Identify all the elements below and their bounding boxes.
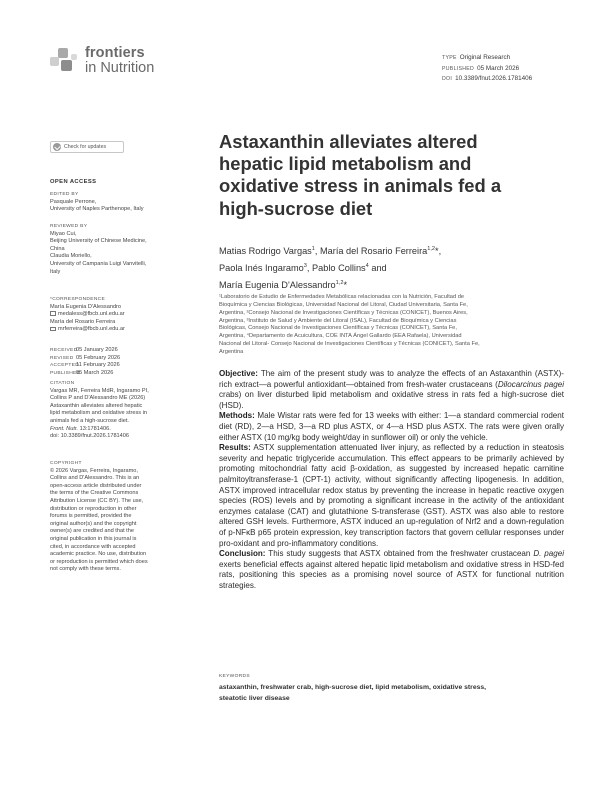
date-accepted: ACCEPTED11 February 2026	[50, 362, 120, 369]
affiliation-line: Argentina, ³Instituto de Salud y Ambiente del Litoral (ISAL), Facultad de Bioquímica y Ciencias	[219, 317, 457, 324]
copyright-heading: COPYRIGHT	[50, 461, 82, 466]
copyright-line: forums is permitted, provided the	[50, 513, 132, 520]
edited-by-heading: EDITED BY	[50, 192, 79, 197]
citation-section	[50, 380, 168, 441]
copyright-line: academic practice. No use, distribution	[50, 551, 147, 558]
affiliation-line: Biológicas, Consejo Nacional de Investigaciones Científicas y Técnicas (CONICET), Santa Fe,	[219, 325, 457, 332]
date-received: RECEIVED05 January 2026	[50, 347, 118, 353]
title-line: oxidative stress in animals fed a	[219, 175, 502, 197]
abstract-conclusion: Conclusion: This study suggests that ASTX obtained from the freshwater crustacean D. pagei exerts beneficial effects against altered hepatic lipid metabolism and oxidative stress in HSD-fed rats, positioning this species as a promising novel source of ASTX for functional nutrition strategies.	[219, 549, 564, 590]
citation-line: Vargas MR, Ferreira MdR, Ingaramo PI,	[50, 387, 149, 394]
citation-heading: CITATION	[50, 381, 75, 386]
reviewer-line: Claudia Moriello,	[50, 253, 92, 260]
check-circle-icon	[53, 143, 61, 151]
affiliation-line: Bioquímica y Ciencias Biológicas, Universidad Nacional del Litoral, Ciudad Universitaria, Santa Fe,	[219, 301, 468, 308]
copyright-line: Attribution License (CC BY). The use,	[50, 497, 144, 504]
frontiers-logo-icon	[50, 48, 78, 74]
reviewer-line: Miyao Cui,	[50, 230, 77, 237]
abstract-methods: Methods: Male Wistar rats were fed for 13 weeks with either: 1—a standard commercial rodent diet (RD), 2—a HSD, 3—a RD plus ASTX, or 4—a HSD plus ASTX. The rats were given orally either ASTX (10 mg/kg body weight/day in sunflower oil) or only the vehicle.	[219, 411, 564, 442]
reviewer-line: Italy	[50, 268, 61, 275]
article-type: TYPE Original Research	[442, 54, 511, 61]
open-access-label: OPEN ACCESS	[50, 179, 97, 185]
copyright-line: original publication in this journal is	[50, 535, 137, 542]
copyright-line: Collins and D'Alessandro. This is an	[50, 475, 140, 482]
correspondence-section	[50, 296, 168, 334]
citation-journal-line: Front. Nutr. 13:1781406.	[50, 425, 111, 432]
editor-line: Pasquale Perrone,	[50, 198, 97, 205]
citation-line: Collins P and D'Alessandro ME (2026)	[50, 395, 146, 402]
citation-doi[interactable]: doi: 10.3389/fnut.2026.1781406	[50, 433, 130, 440]
citation-line: Astaxanthin alleviates altered hepatic	[50, 402, 143, 409]
dates-section	[50, 347, 168, 377]
reviewer-line: China	[50, 245, 65, 252]
reviewer-line: Beijing University of Chinese Medicine,	[50, 238, 147, 245]
copyright-line: cited, in accordance with accepted	[50, 543, 136, 550]
email-icon	[50, 327, 56, 332]
edited-by-section	[50, 191, 168, 214]
corresponding-author-name: María Eugenia D'Alessandro	[50, 303, 122, 310]
corresponding-author-name: María del Rosario Ferreira	[50, 318, 116, 325]
journal-logo	[50, 46, 154, 76]
correspondence-heading: *CORRESPONDENCE	[50, 297, 106, 302]
citation-line: lipid metabolism and oxidative stress in	[50, 410, 148, 417]
corresponding-author-email[interactable]: mrferreira@fbcb.unl.edu.ar	[58, 326, 125, 333]
title-line: hepatic lipid metabolism and	[219, 153, 472, 175]
affiliation-line: Argentina, ⁴Departamento de Acuicultura, COE INTA Ángel Gallardo (EEA Rafaela), Universidad	[219, 333, 462, 340]
date-published: PUBLISHED05 March 2026	[50, 369, 114, 376]
copyright-section	[50, 460, 168, 574]
corresponding-author-email[interactable]: medaless@fbcb.unl.edu.ar	[58, 311, 125, 318]
article-meta	[442, 53, 532, 85]
author-name[interactable]: Pablo Collins	[312, 263, 366, 274]
author-name[interactable]: María del Rosario Ferreira	[320, 246, 428, 256]
article-title	[219, 131, 564, 220]
affiliations	[219, 294, 563, 357]
copyright-line: not comply with these terms.	[50, 566, 121, 573]
title-line: high-sucrose diet	[219, 197, 373, 219]
keywords	[219, 683, 564, 704]
copyright-line: or reproduction is permitted which does	[50, 558, 148, 565]
citation-line: animals fed a high-sucrose diet.	[50, 417, 129, 424]
title-line: Astaxanthin alleviates altered	[219, 131, 478, 152]
check-for-updates-button[interactable]	[50, 141, 124, 153]
copyright-line: owner(s) are credited and that the	[50, 528, 134, 535]
copyright-line: original author(s) and the copyright	[50, 520, 137, 527]
author-name[interactable]: Paola Inés Ingaramo	[219, 263, 304, 274]
publish-date: PUBLISHED 05 March 2026	[442, 64, 520, 72]
abstract	[219, 369, 564, 591]
article-doi: DOI 10.3389/fnut.2026.1781406	[442, 75, 533, 83]
copyright-line: © 2026 Vargas, Ferreira, Ingaramo,	[50, 467, 138, 474]
check-for-updates-label: Check for updates	[64, 144, 107, 150]
journal-subtitle: in Nutrition	[85, 60, 155, 77]
author-list: Matias Rodrigo Vargas$^1$, María del Rosario Ferreira$^{1,2}$*, Paola Inés Ingaramo$^3$, Pablo Collins$^4$ and María Eugenia D'Alessandro$^{1,2}$*	[219, 246, 442, 291]
keywords-line: steatotic liver disease	[219, 694, 290, 702]
keywords-line: astaxanthin, freshwater crab, high-sucrose diet, lipid metabolism, oxidative stress,	[219, 684, 487, 691]
reviewed-by-heading: REVIEWED BY	[50, 224, 88, 229]
copyright-line: distribution or reproduction in other	[50, 505, 137, 512]
copyright-line: open-access article distributed under	[50, 482, 142, 489]
reviewer-line: University of Campania Luigi Vanvitelli,	[50, 260, 147, 267]
affiliation-line: Nacional del Litoral- Consejo Nacional de Investigaciones Científicas y Técnicas (CONICET), Santa Fe,	[219, 341, 480, 348]
affiliation-line: ¹Laboratorio de Estudio de Enfermedades Metabólicas relacionadas con la Nutrición, Facultad de	[219, 294, 465, 300]
abstract-results: Results: ASTX supplementation attenuated liver injury, as reflected by a reduction in steatosis severity and hepatic triglyceride accumulation. This effect appears to be primarily achieved by promoting mitochondrial fatty acid β-oxidation, as suggested by increased hepatic carnitine palmitoyltransferase-1 (CPT-1) activity, without significantly affecting lipogenesis. In addition, ASTX improved intracellular redox status by preventing the increase in hepatic reactive oxygen species (ROS) levels and by promoting a significant increase in the activity of the antioxidant enzymes catalase (CAT) and glutathione S-transferase (GST). ASTX was also able to restore altered GSH levels. Furthermore, ASTX induced an up-regulation of Nrf2 and a down-regulation of p-NFκB p65 protein expression, key transcription factors that govern cellular responses under pro-oxidant and pro-inflammatory conditions.	[219, 443, 564, 548]
author-name[interactable]: Matias Rodrigo Vargas	[219, 246, 312, 256]
affiliation-line: Argentina	[219, 348, 244, 355]
author-name[interactable]: María Eugenia D'Alessandro	[219, 280, 336, 291]
journal-name: frontiers	[85, 45, 145, 61]
email-icon	[50, 311, 56, 316]
date-revised: REVISED 05 February 2026	[50, 354, 121, 361]
keywords-heading: KEYWORDS	[219, 674, 250, 679]
affiliation-line: Argentina, ²Consejo Nacional de Investigaciones Científicas y Técnicas (CONICET), Buenos Aires,	[219, 309, 468, 316]
copyright-line: the terms of the Creative Commons	[50, 490, 139, 497]
abstract-objective: Objective: The aim of the present study was to analyze the effects of an Astaxanthin (ASTX)- rich extract—a powerful antioxidant—obtained from fresh-water crustaceans (Dilocarcinus pagei crabs) on liver disturbed lipid metabolism and oxidative stress in rats fed a high-sucrose diet (HSD).	[219, 369, 564, 410]
editor-line: University of Naples Parthenope, Italy	[50, 206, 144, 213]
reviewed-by-section	[50, 223, 168, 276]
